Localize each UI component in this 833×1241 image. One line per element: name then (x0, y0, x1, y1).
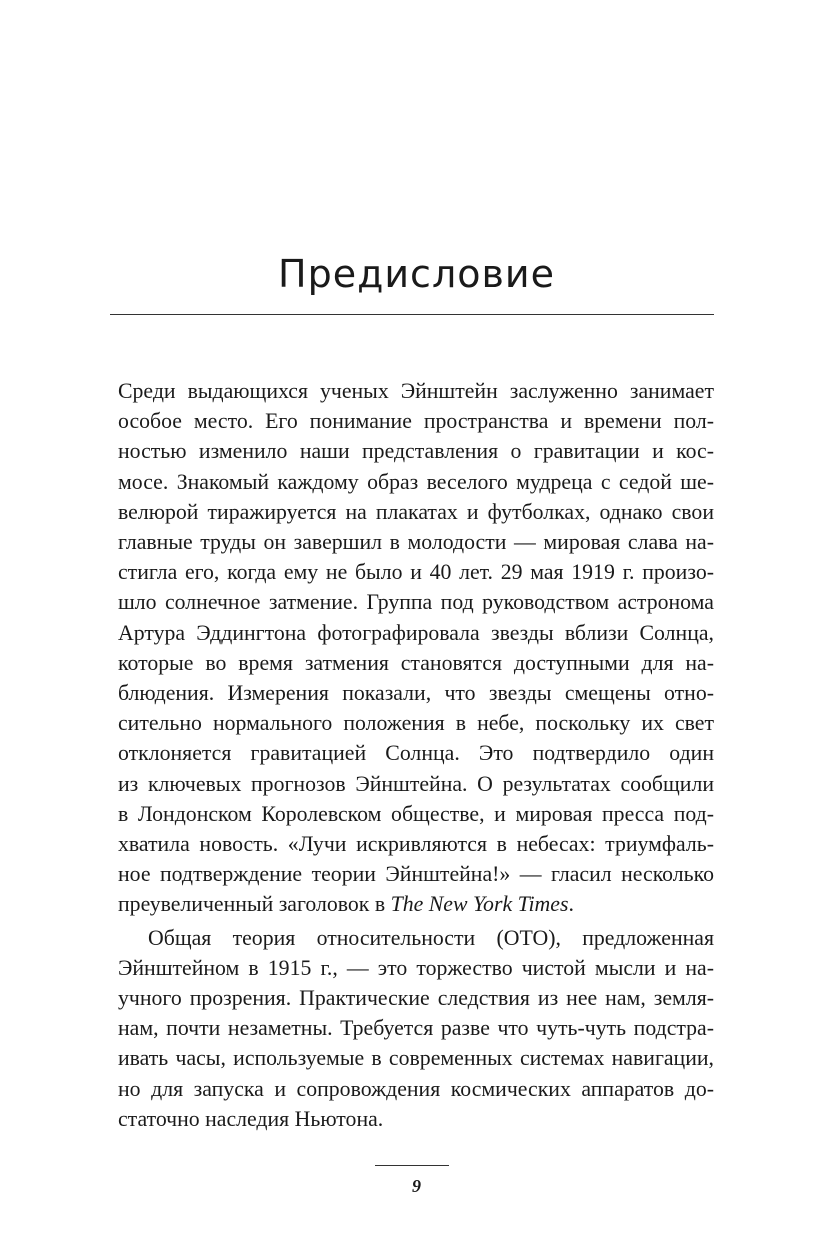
text-line: велюрой тиражируется на плакатах и футболках, однако свои (118, 499, 714, 524)
text-run: . (568, 892, 574, 917)
text-line: мосе. Знакомый каждому образ веселого мудреца с седой ше- (118, 469, 714, 494)
text-line: статочно наследия Ньютона. (118, 1106, 384, 1131)
body-text (118, 376, 714, 1134)
text-line: сительно нормального положения в небе, поскольку их свет (118, 711, 714, 736)
text-line: Общая теория относительности (ОТО), предложенная (148, 925, 714, 950)
title-divider (110, 314, 714, 315)
text-line: учного прозрения. Практические следствия из нее нам, земля- (118, 986, 714, 1011)
page-number: 9 (412, 1176, 421, 1196)
text-line: отклоняется гравитацией Солнца. Это подтвердило один (118, 741, 714, 766)
text-line: Эйнштейном в 1915 г., — это торжество чистой мысли и на- (118, 955, 714, 980)
text-line: ное подтверждение теории Эйнштейна!» — гласил несколько (118, 862, 714, 887)
text-line: хватила новость. «Лучи искривляются в небесах: триумфаль- (118, 832, 714, 857)
text-line: Артура Эддингтона фотографировала звезды вблизи Солнца, (118, 620, 714, 645)
text-line: из ключевых прогнозов Эйнштейна. О результатах сообщили (118, 771, 714, 796)
text-line: в Лондонском Королевском обществе, и мировая пресса под- (118, 801, 714, 826)
folio-divider (375, 1165, 449, 1166)
text-run: преувеличенный заголовок в (118, 892, 391, 917)
text-line: Среди выдающихся ученых Эйнштейн заслуженно занимает (118, 379, 714, 403)
chapter-title: Предисловие (278, 252, 555, 296)
text-line: главные труды он завершил в молодости — мировая слава на- (118, 530, 714, 555)
text-line: которые во время затмения становятся доступными для на- (118, 650, 714, 675)
text-line: особое место. Его понимание пространства и времени пол- (118, 409, 714, 434)
text-line: ивать часы, используемые в современных системах навигации, (118, 1046, 714, 1071)
text-line: стигла его, когда ему не было и 40 лет. 29 мая 1919 г. произо- (118, 560, 714, 585)
text-line: ностью изменило наши представления о гравитации и кос- (118, 439, 714, 464)
paragraph-1 (118, 376, 714, 920)
text-line: но для запуска и сопровождения космических аппаратов до- (118, 1076, 714, 1101)
paragraph-2 (118, 923, 714, 1134)
text-line: блюдения. Измерения показали, что звезды смещены отно- (118, 681, 714, 706)
publication-title: The New York Times (390, 892, 569, 917)
text-line-last (118, 889, 714, 919)
text-line: нам, почти незаметны. Требуется разве что чуть-чуть подстра- (118, 1016, 714, 1041)
text-line: шло солнечное затмение. Группа под руководством астронома (118, 590, 714, 615)
